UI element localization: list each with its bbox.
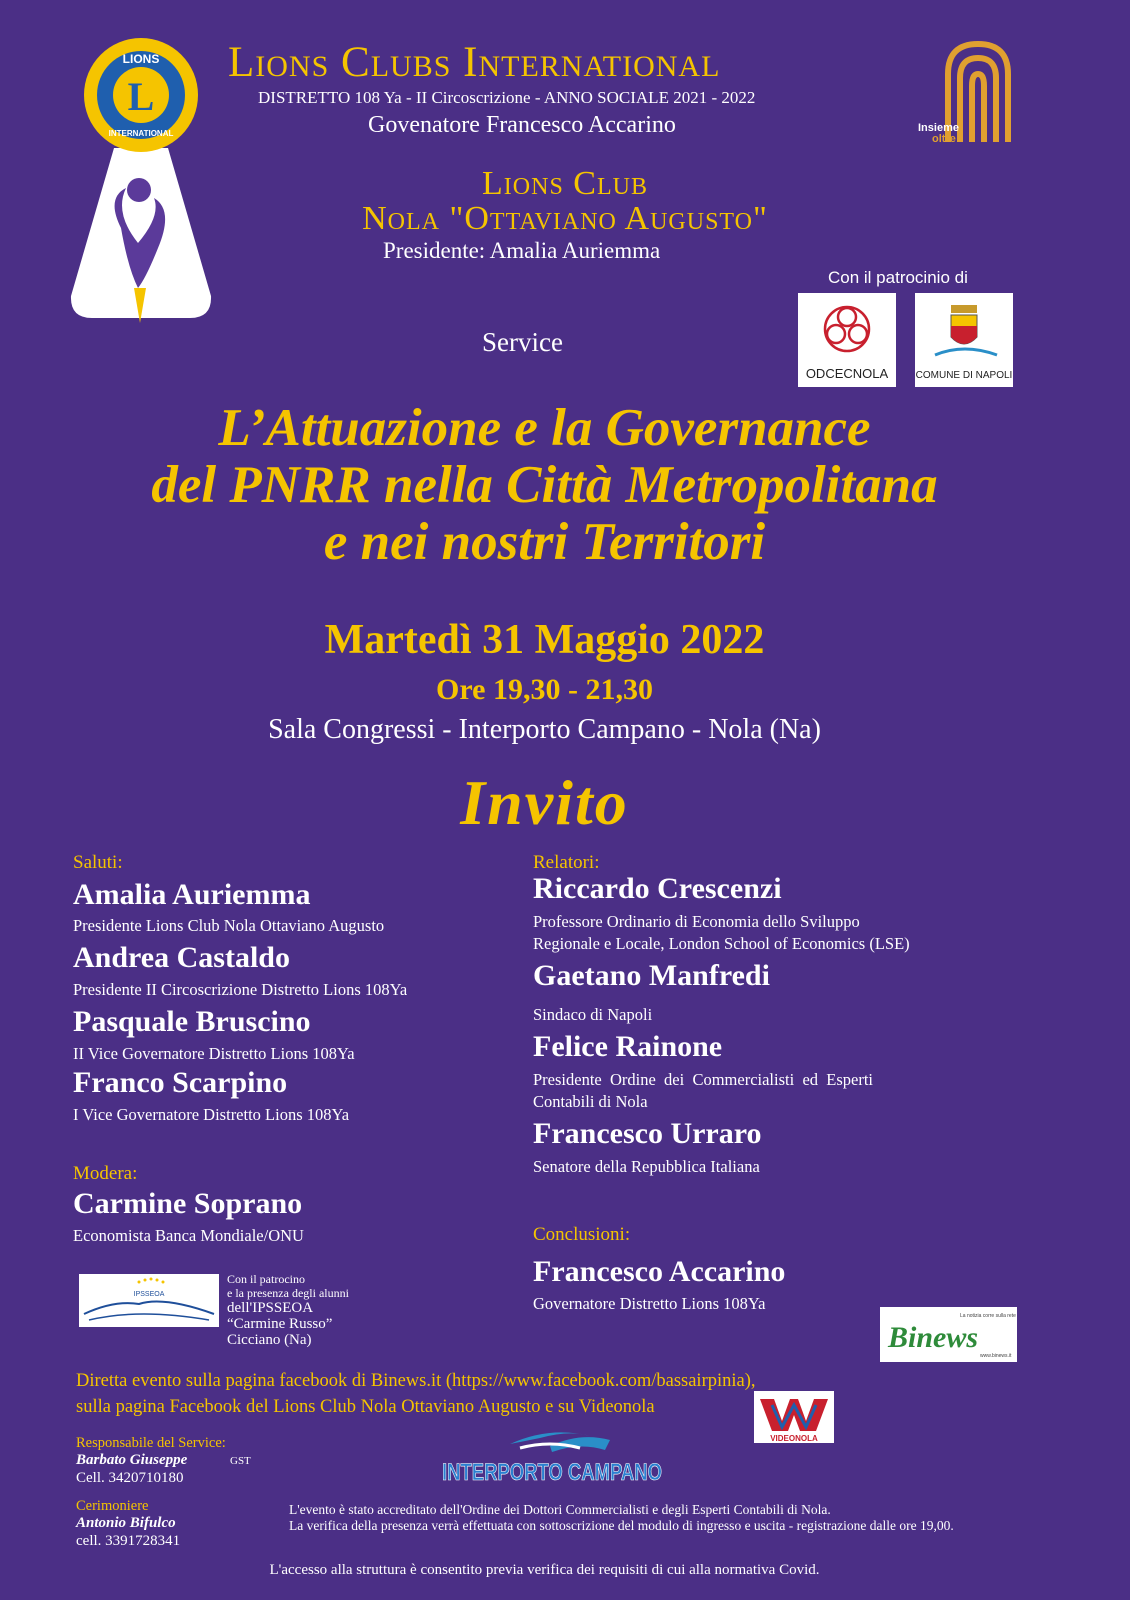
speaker-name: Gaetano Manfredi — [533, 959, 770, 992]
moderator-role: Economista Banca Mondiale/ONU — [73, 1226, 304, 1245]
modera-label: Modera: — [73, 1163, 138, 1184]
conclusioni-label: Conclusioni: — [533, 1224, 631, 1245]
club-name-line1: Lions Club — [482, 165, 648, 202]
speaker-role: Presidente Lions Club Nola Ottaviano Augusto — [73, 916, 385, 935]
ipsseoa-patronage-text: Con il patrocino e la presenza degli alunni dell'IPSSEOA “Carmine Russo” Cicciano (Na) — [227, 1272, 349, 1348]
cerimoniere-cell: cell. 3391728341 — [76, 1533, 181, 1549]
responsabile-cell: Cell. 3420710180 — [76, 1470, 184, 1486]
live-line2: sulla pagina Facebook del Lions Club Nola Ottaviano Augusto e su Videonola — [76, 1397, 655, 1417]
headline-line1: L’Attuazione e la Governance — [218, 399, 871, 457]
speaker-role: I Vice Governatore Distretto Lions 108Ya — [73, 1105, 350, 1124]
relatori-label: Relatori: — [533, 852, 600, 873]
headline-line3: e nei nostri Territori — [323, 513, 766, 571]
binews-logo — [880, 1307, 1017, 1362]
speaker-role: Professore Ordinario di Economia dello Sviluppo — [533, 912, 860, 931]
governor-line: Govenatore Francesco Accarino — [368, 112, 676, 138]
svg-text:Binews: Binews — [888, 1321, 979, 1354]
speaker-name: Francesco Urraro — [533, 1117, 762, 1150]
service-label: Service — [482, 327, 563, 357]
saluti-label: Saluti: — [73, 852, 123, 873]
interporto-campano-logo — [440, 1422, 664, 1486]
speaker-role: Regionale e Locale, London School of Economics (LSE) — [533, 934, 910, 953]
comune-napoli-logo — [915, 293, 1013, 387]
svg-text:L: L — [127, 74, 155, 119]
svg-text:oltre: oltre — [932, 133, 956, 145]
club-name-line2: Nola "Ottaviano Augusto" — [362, 200, 768, 237]
covid-notice: L'accesso alla struttura è consentito previa verifica dei requisiti di cui alla normativa Covid. — [269, 1562, 820, 1578]
cerimoniere-label: Cerimoniere — [76, 1498, 149, 1514]
club-president: Presidente: Amalia Auriemma — [383, 238, 661, 263]
live-stream-info — [76, 1368, 756, 1420]
speaker-role: II Vice Governatore Distretto Lions 108Ya — [73, 1044, 355, 1063]
moderator-name: Carmine Soprano — [73, 1187, 303, 1220]
note-line1: L'evento è stato accreditato dell'Ordine dei Dottori Commercialisti e degli Esperti Contabili di Nola. — [289, 1502, 831, 1517]
event-date: Martedì 31 Maggio 2022 — [324, 617, 765, 663]
headline-line2: del PNRR nella Città Metropolitana — [151, 456, 938, 514]
district-info: DISTRETTO 108 Ya - II Circoscrizione - ANNO SOCIALE 2021 - 2022 — [258, 88, 756, 107]
responsabile-label: Responsabile del Service: — [76, 1435, 226, 1451]
speaker-role: Sindaco di Napoli — [533, 1005, 653, 1024]
ipsseoa-logo — [79, 1274, 219, 1327]
speaker-role: Presidente II Circoscrizione Distretto Lions 108Ya — [73, 980, 408, 999]
conclusion-speaker-name: Francesco Accarino — [533, 1255, 786, 1288]
svg-text:Insieme: Insieme — [918, 122, 959, 134]
speaker-name: Amalia Auriemma — [73, 878, 311, 911]
speaker-name: Franco Scarpino — [73, 1066, 288, 1099]
comune-napoli-caption: COMUNE DI NAPOLI — [915, 370, 1013, 381]
responsabile-suffix: GST — [230, 1455, 251, 1467]
speaker-name: Pasquale Bruscino — [73, 1005, 311, 1038]
patronage-label: Con il patrocinio di — [828, 268, 968, 287]
speaker-name: Andrea Castaldo — [73, 941, 290, 974]
event-time: Ore 19,30 - 21,30 — [436, 673, 653, 706]
svg-text:www.binews.it: www.binews.it — [980, 1353, 1012, 1359]
svg-text:INTERPORTO CAMPANO: INTERPORTO CAMPANO — [442, 1459, 662, 1486]
speaker-name: Felice Rainone — [533, 1030, 723, 1063]
cerimoniere-name: Antonio Bifulco — [76, 1515, 176, 1531]
odcecnola-caption: ODCECNOLA — [805, 366, 889, 381]
speaker-role: Presidente Ordine dei Commercialisti ed Esperti — [533, 1070, 873, 1089]
speaker-name: Riccardo Crescenzi — [533, 872, 782, 905]
svg-text:VIDEONOLA: VIDEONOLA — [770, 1434, 818, 1443]
live-line1: Diretta evento sulla pagina facebook di Binews.it (https://www.facebook.com/bassairpinia), — [76, 1371, 756, 1391]
videonola-logo — [754, 1391, 834, 1443]
responsabile-name: Barbato Giuseppe — [76, 1452, 188, 1468]
event-headline — [0, 400, 1089, 571]
svg-text:IPSSEOA: IPSSEOA — [133, 1291, 165, 1298]
speaker-role: Senatore della Repubblica Italiana — [533, 1157, 760, 1176]
svg-text:INTERNATIONAL: INTERNATIONAL — [108, 129, 174, 138]
organization-title: Lions Clubs International — [228, 39, 721, 86]
svg-text:LIONS: LIONS — [122, 52, 160, 66]
invito-title: Invito — [460, 767, 629, 838]
speaker-role: Contabili di Nola — [533, 1092, 648, 1111]
odcecnola-logo — [798, 293, 896, 387]
conclusion-speaker-role: Governatore Distretto Lions 108Ya — [533, 1294, 766, 1313]
svg-text:La notizia corre sulla rete: La notizia corre sulla rete — [960, 1313, 1016, 1319]
accreditation-notes — [289, 1502, 1029, 1534]
insieme-oltre-logo — [918, 34, 1020, 146]
event-venue: Sala Congressi - Interporto Campano - Nola (Na) — [268, 714, 821, 745]
note-line2: La verifica della presenza verrà effettuata con sottoscrizione del modulo di ingresso e uscita - registrazione dalle ore 19,00. — [289, 1518, 954, 1533]
